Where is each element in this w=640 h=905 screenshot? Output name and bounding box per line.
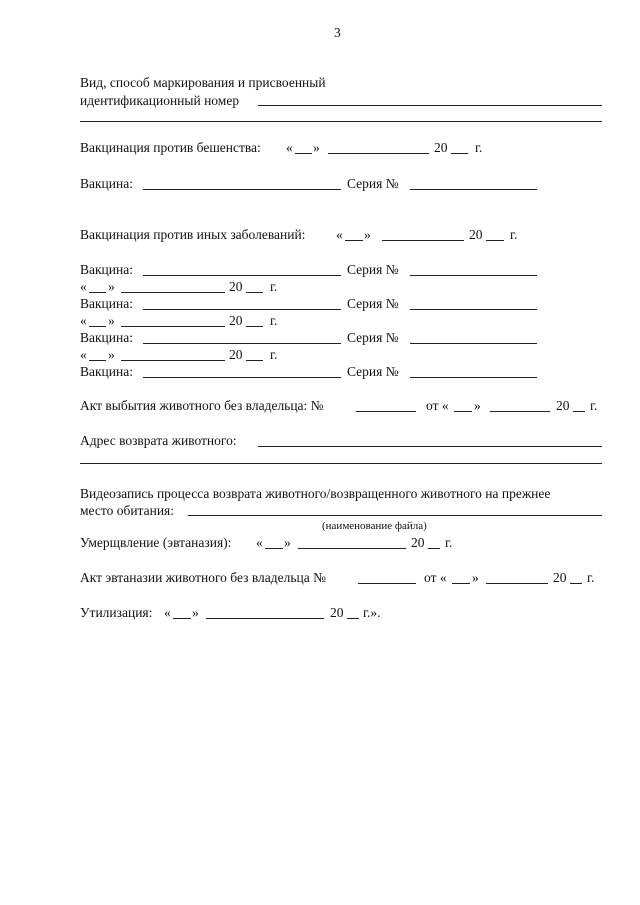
rabies-year-field[interactable] [451, 153, 468, 154]
utilization-year-suffix: г.». [363, 605, 381, 620]
vaccine-row-field[interactable] [143, 309, 341, 310]
marking-label-line1: Вид, способ маркирования и присвоенный [80, 75, 326, 90]
utilization-year-prefix: 20 [330, 605, 344, 620]
rabies-series-label: Серия № [347, 176, 399, 191]
rabies-series-field[interactable] [410, 189, 537, 190]
disposal-act-number-field[interactable] [356, 411, 416, 412]
page-number: 3 [334, 25, 341, 40]
vaccine-row-label: Вакцина: [80, 364, 133, 379]
date-year-field[interactable] [246, 326, 263, 327]
date-quote-close: » [108, 347, 115, 362]
utilization-quote-open: « [164, 605, 171, 620]
date-year-suffix: г. [270, 347, 278, 362]
date-year-prefix: 20 [229, 279, 243, 294]
video-file-caption: (наименование файла) [322, 520, 427, 532]
euthanasia-label: Умерщвление (эвтаназия): [80, 535, 232, 550]
euthanasia-act-day-field[interactable] [452, 583, 470, 584]
series-row-label: Серия № [347, 364, 399, 379]
series-row-field[interactable] [410, 309, 537, 310]
rabies-quote-open: « [286, 140, 293, 155]
euthanasia-act-number-field[interactable] [358, 583, 416, 584]
video-label-line2: место обитания: [80, 503, 175, 518]
marking-label-line2: идентификационный номер [80, 93, 240, 108]
series-row-field[interactable] [410, 275, 537, 276]
vaccine-row-field[interactable] [143, 275, 341, 276]
rabies-day-field[interactable] [295, 153, 312, 154]
return-address-field-continuation[interactable] [80, 463, 602, 464]
marking-id-field[interactable] [258, 105, 602, 106]
utilization-label: Утилизация: [80, 605, 153, 620]
return-address-label: Адрес возврата животного: [80, 433, 237, 448]
date-day-field[interactable] [89, 292, 106, 293]
utilization-quote-close: » [192, 605, 199, 620]
disposal-act-year-field[interactable] [573, 411, 585, 412]
euthanasia-act-from-label: от « [424, 570, 447, 585]
vaccine-row-label: Вакцина: [80, 330, 133, 345]
other-year-suffix: г. [510, 227, 518, 242]
rabies-month-field[interactable] [328, 153, 429, 154]
vaccine-row-label: Вакцина: [80, 262, 133, 277]
date-month-field[interactable] [121, 360, 225, 361]
date-quote-open: « [80, 347, 87, 362]
date-month-field[interactable] [121, 326, 225, 327]
other-day-field[interactable] [345, 240, 363, 241]
rabies-vaccine-field[interactable] [143, 189, 341, 190]
date-year-suffix: г. [270, 313, 278, 328]
euthanasia-year-prefix: 20 [411, 535, 425, 550]
euthanasia-act-label: Акт эвтаназии животного без владельца № [80, 570, 326, 585]
euthanasia-quote-close: » [284, 535, 291, 550]
other-year-prefix: 20 [469, 227, 483, 242]
disposal-act-month-field[interactable] [490, 411, 550, 412]
rabies-year-suffix: г. [475, 140, 483, 155]
date-quote-open: « [80, 313, 87, 328]
date-day-field[interactable] [89, 360, 106, 361]
euthanasia-act-year-field[interactable] [570, 583, 582, 584]
disposal-act-year-suffix: г. [590, 398, 598, 413]
vaccine-row-label: Вакцина: [80, 296, 133, 311]
disposal-act-label: Акт выбытия животного без владельца: № [80, 398, 324, 413]
utilization-month-field[interactable] [206, 618, 324, 619]
euthanasia-quote-open: « [256, 535, 263, 550]
euthanasia-month-field[interactable] [298, 548, 406, 549]
other-quote-open: « [336, 227, 343, 242]
rabies-quote-close: » [313, 140, 320, 155]
date-quote-close: » [108, 313, 115, 328]
vaccine-row-field[interactable] [143, 343, 341, 344]
other-vaccination-label: Вакцинация против иных заболеваний: [80, 227, 306, 242]
series-row-field[interactable] [410, 343, 537, 344]
rabies-vaccine-label: Вакцина: [80, 176, 133, 191]
rabies-year-prefix: 20 [434, 140, 448, 155]
date-year-suffix: г. [270, 279, 278, 294]
date-year-prefix: 20 [229, 313, 243, 328]
euthanasia-year-suffix: г. [445, 535, 453, 550]
return-address-field[interactable] [258, 446, 602, 447]
euthanasia-act-year-suffix: г. [587, 570, 595, 585]
video-file-field[interactable] [188, 515, 602, 516]
utilization-year-field[interactable] [347, 618, 359, 619]
marking-id-field-continuation[interactable] [80, 121, 602, 122]
date-year-field[interactable] [246, 292, 263, 293]
disposal-act-from-label: от « [426, 398, 449, 413]
disposal-act-year-prefix: 20 [556, 398, 570, 413]
disposal-act-quote-close: » [474, 398, 481, 413]
series-row-label: Серия № [347, 330, 399, 345]
date-month-field[interactable] [121, 292, 225, 293]
date-year-field[interactable] [246, 360, 263, 361]
utilization-day-field[interactable] [173, 618, 191, 619]
date-quote-close: » [108, 279, 115, 294]
series-row-field[interactable] [410, 377, 537, 378]
date-day-field[interactable] [89, 326, 106, 327]
series-row-label: Серия № [347, 296, 399, 311]
vaccine-row-field[interactable] [143, 377, 341, 378]
rabies-vaccination-label: Вакцинация против бешенства: [80, 140, 261, 155]
video-label-line1: Видеозапись процесса возврата животного/возвращенного животного на прежнее [80, 486, 551, 501]
euthanasia-day-field[interactable] [265, 548, 283, 549]
euthanasia-year-field[interactable] [428, 548, 440, 549]
date-quote-open: « [80, 279, 87, 294]
euthanasia-act-year-prefix: 20 [553, 570, 567, 585]
series-row-label: Серия № [347, 262, 399, 277]
disposal-act-day-field[interactable] [454, 411, 472, 412]
date-year-prefix: 20 [229, 347, 243, 362]
other-year-field[interactable] [486, 240, 504, 241]
euthanasia-act-month-field[interactable] [486, 583, 548, 584]
other-quote-close: » [364, 227, 371, 242]
euthanasia-act-quote-close: » [472, 570, 479, 585]
other-month-field[interactable] [382, 240, 464, 241]
